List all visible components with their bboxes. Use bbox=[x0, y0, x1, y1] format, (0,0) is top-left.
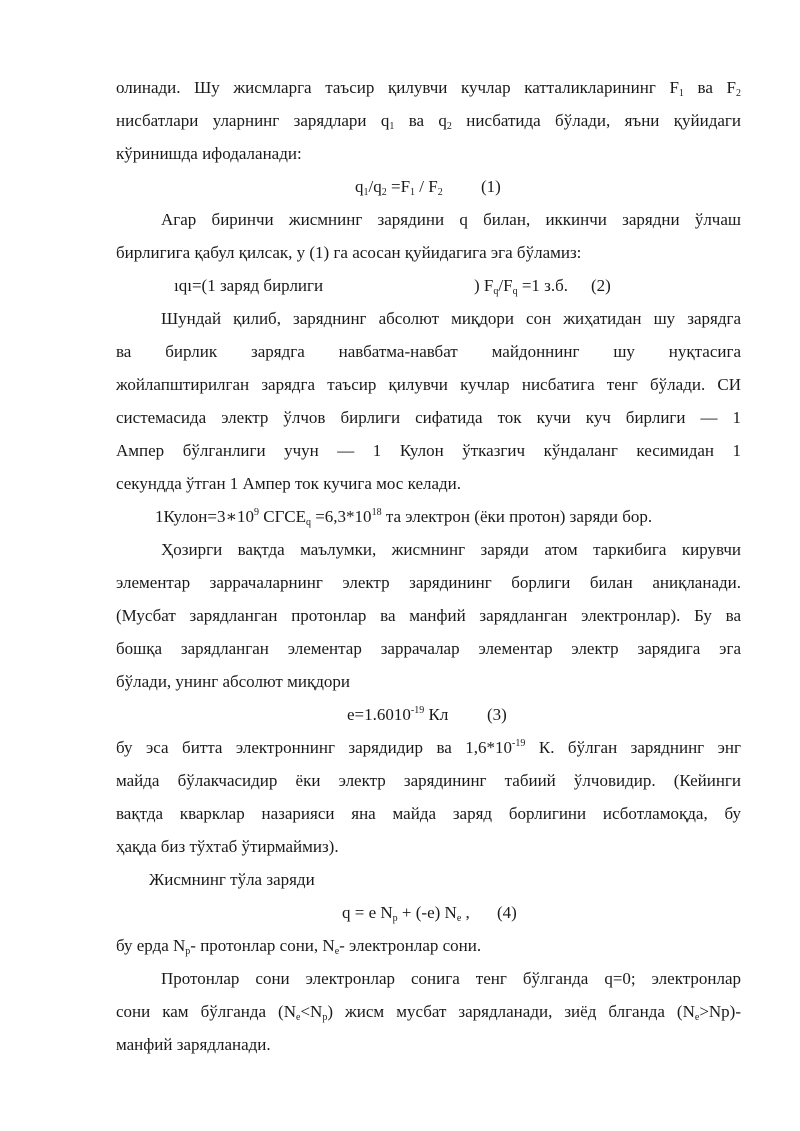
subscript: p bbox=[392, 913, 398, 924]
text-run: - электронлар сони. bbox=[339, 936, 482, 955]
text-line: Агар биринчи жисмнинг зарядини q билан, иккинчи зарядни ўлчаш bbox=[161, 210, 741, 229]
subscript: 1 bbox=[678, 88, 684, 99]
text-run: /F bbox=[498, 276, 513, 295]
text-run: Кл bbox=[424, 705, 449, 724]
text-line: манфий зарядланади. bbox=[116, 1035, 271, 1054]
text-run: , bbox=[461, 903, 470, 922]
superscript: 9 bbox=[254, 507, 260, 518]
text-line: бирлигига қабул қилсак, у (1) га асосан қуйидагига эга бўламиз: bbox=[116, 243, 582, 262]
text-run: / F bbox=[415, 177, 438, 196]
text-run: >Np)- bbox=[699, 1002, 741, 1021]
text-run: <N bbox=[300, 1002, 323, 1021]
subscript: 1 bbox=[410, 187, 416, 198]
text-run: нисбатлари уларнинг зарядлари q bbox=[116, 111, 390, 130]
subscript: 2 bbox=[736, 88, 741, 99]
text-run: ва F bbox=[683, 78, 736, 97]
subscript: q bbox=[305, 517, 311, 528]
text-line: Ҳозирги вақтда маълумки, жисмнинг заряди атом таркибига кирувчи bbox=[161, 540, 741, 559]
subscript: 1 bbox=[389, 121, 395, 132]
equation-3 bbox=[347, 705, 448, 725]
subscript: e bbox=[456, 913, 462, 924]
text-run: 1Кулон=3∗10 bbox=[155, 507, 255, 526]
text-line: бўлади, унинг абсолют миқдори bbox=[116, 672, 350, 691]
text-line: (Мусбат зарядланган протонлар ва манфий зарядланган электронлар). Бу ва bbox=[116, 606, 741, 625]
text-line: жойлапштирилган зарядга таъсир қилувчи кучлар нисбатига тенг бўлади. СИ bbox=[116, 375, 741, 394]
text-run: ва q bbox=[394, 111, 447, 130]
equation-number: (2) bbox=[591, 276, 611, 295]
text-run: e=1.6010 bbox=[347, 705, 411, 724]
text-run: ) F bbox=[474, 276, 494, 295]
text-line: системасида электр ўлчов бирлиги сифатида ток кучи куч бирлиги — 1 bbox=[116, 408, 741, 427]
text-run: q bbox=[355, 177, 364, 196]
text-line: кўринишда ифодаланади: bbox=[116, 144, 302, 163]
text-line: Ампер бўлганлиги учун — 1 Кулон ўтказгич кўндаланг кесимидан 1 bbox=[116, 441, 741, 460]
text-run: q = e N bbox=[342, 903, 393, 922]
subscript: e bbox=[334, 946, 340, 957]
equation-1 bbox=[355, 177, 443, 197]
text-run: бу эса битта электроннинг зарядидир ва 1,6*10 bbox=[116, 738, 513, 757]
superscript: 18 bbox=[371, 507, 382, 518]
subscript: 1 bbox=[363, 187, 369, 198]
text-run: /q bbox=[368, 177, 382, 196]
text-run: К. бўлган заряднинг энг bbox=[525, 738, 741, 757]
superscript: -19 bbox=[410, 705, 425, 716]
subscript: 2 bbox=[446, 121, 452, 132]
equation-2-right bbox=[474, 276, 568, 296]
text-run: + (-e) N bbox=[397, 903, 457, 922]
text-run: =1 з.б. bbox=[517, 276, 569, 295]
text-line bbox=[116, 1002, 741, 1022]
equation-number: (1) bbox=[481, 177, 501, 196]
text-run: СГСЕ bbox=[259, 507, 306, 526]
superscript: -19 bbox=[512, 738, 526, 749]
subscript: e bbox=[694, 1012, 700, 1023]
text-line: майда бўлакчасидир ёки электр зарядининг табиий ўлчовидир. (Кейинги bbox=[116, 771, 741, 790]
text-run: =F bbox=[386, 177, 411, 196]
text-line: вақтда кварклар назарияси яна майда заряд борлигини исботламоқда, бу bbox=[116, 804, 741, 823]
text-line: Жисмнинг тўла заряди bbox=[149, 870, 315, 889]
text-run: олинади. Шу жисмларга таъсир қилувчи кучлар катталикларининг F bbox=[116, 78, 679, 97]
text-line: Шундай қилиб, заряднинг абсолют миқдори сон жиҳатидан шу зарядга bbox=[161, 309, 741, 328]
equation-number: (4) bbox=[497, 903, 517, 922]
subscript: p bbox=[322, 1012, 328, 1023]
text-line bbox=[116, 738, 741, 758]
text-line bbox=[116, 111, 741, 131]
coulomb-line bbox=[155, 507, 652, 527]
text-run: та электрон (ёки протон) заряди бор. bbox=[381, 507, 653, 526]
text-line bbox=[116, 936, 481, 956]
text-line: бошқа зарядланган элементар заррачалар элементар электр зарядига эга bbox=[116, 639, 741, 658]
text-line: секундда ўтган 1 Ампер ток кучига мос келади. bbox=[116, 474, 462, 493]
text-run: - протонлар сони, N bbox=[190, 936, 335, 955]
text-run: нисбатида бўлади, яъни қуйидаги bbox=[451, 111, 741, 130]
subscript: 2 bbox=[381, 187, 387, 198]
text-run: ) жисм мусбат зарядланади, зиёд блганда (N bbox=[327, 1002, 695, 1021]
text-run: сони кам бўлганда (N bbox=[116, 1002, 297, 1021]
subscript: 2 bbox=[437, 187, 443, 198]
text-run: бу ерда N bbox=[116, 936, 186, 955]
text-line: Протонлар сони электронлар сонига тенг бўлганда q=0; электронлар bbox=[161, 969, 741, 988]
text-run: =6,3*10 bbox=[310, 507, 372, 526]
equation-4 bbox=[342, 903, 470, 923]
equation-2-left: ıqı=(1 заряд бирлиги bbox=[174, 276, 324, 295]
subscript: q bbox=[512, 286, 518, 297]
subscript: e bbox=[296, 1012, 301, 1023]
subscript: p bbox=[185, 946, 191, 957]
text-line bbox=[116, 78, 741, 98]
equation-number: (3) bbox=[487, 705, 507, 724]
subscript: q bbox=[493, 286, 499, 297]
text-line: ҳақда биз тўхтаб ўтирмаймиз). bbox=[116, 837, 339, 856]
text-line: элементар заррачаларнинг электр зарядининг борлиги билан аниқланади. bbox=[116, 573, 741, 592]
text-line: ва бирлик зарядга навбатма-навбат майдоннинг шу нуқтасига bbox=[116, 342, 741, 361]
